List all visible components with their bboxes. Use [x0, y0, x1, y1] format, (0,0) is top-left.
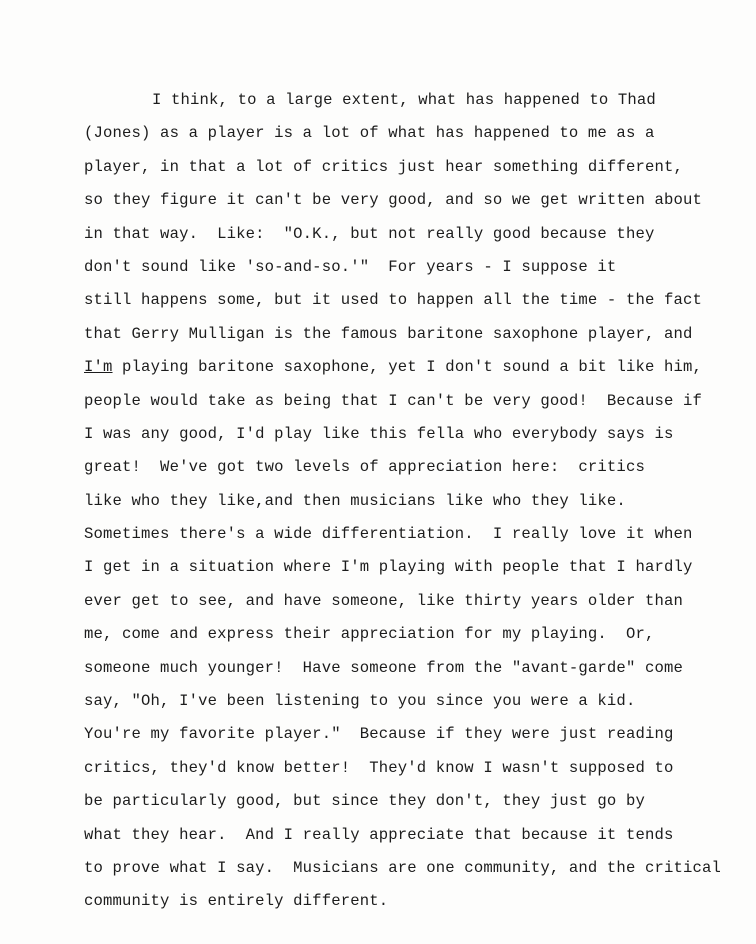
- text-line: player, in that a lot of critics just hear something different,: [84, 157, 683, 176]
- text-line: to prove what I say. Musicians are one community, and the critical: [84, 858, 722, 877]
- text-line: critics, they'd know better! They'd know I wasn't supposed to: [84, 758, 674, 777]
- text-line: great! We've got two levels of appreciation here: critics: [84, 458, 645, 477]
- text-line: [84, 351, 756, 384]
- text-line: I think, to a large extent, what has happened to Thad: [152, 91, 656, 109]
- text-line: still happens some, but it used to happen all the time - the fact: [84, 291, 703, 310]
- text-line: I was any good, I'd play like this fella who everybody says is: [84, 424, 674, 443]
- text-line: don't sound like 'so-and-so.'" For years - I suppose it: [84, 257, 617, 276]
- text-line: like who they like,and then musicians like who they like.: [84, 491, 626, 510]
- text-line-rest: playing baritone saxophone, yet I don't sound a bit like him,: [122, 358, 703, 377]
- body-text: [84, 84, 756, 919]
- text-line: I get in a situation where I'm playing with people that I hardly: [84, 558, 693, 577]
- text-line: community is entirely different.: [84, 892, 389, 911]
- text-line: be particularly good, but since they don't, they just go by: [84, 792, 645, 811]
- text-line: so they figure it can't be very good, and so we get written about: [84, 191, 703, 210]
- text-line: say, "Oh, I've been listening to you since you were a kid.: [84, 692, 636, 711]
- text-line: someone much younger! Have someone from the "avant-garde" come: [84, 658, 683, 677]
- text-line: Sometimes there's a wide differentiation. I really love it when: [84, 525, 693, 544]
- text-line: that Gerry Mulligan is the famous baritone saxophone player, and: [84, 324, 693, 343]
- text-line: You're my favorite player." Because if they were just reading: [84, 725, 674, 744]
- text-line: in that way. Like: "O.K., but not really good because they: [84, 224, 655, 243]
- underlined-word: I'm: [84, 358, 113, 377]
- text-line: (Jones) as a player is a lot of what has happened to me as a: [84, 124, 655, 143]
- text-line: people would take as being that I can't be very good! Because if: [84, 391, 703, 410]
- text-line: me, come and express their appreciation for my playing. Or,: [84, 625, 655, 644]
- text-line: what they hear. And I really appreciate that because it tends: [84, 825, 674, 844]
- text-line: ever get to see, and have someone, like thirty years older than: [84, 591, 683, 610]
